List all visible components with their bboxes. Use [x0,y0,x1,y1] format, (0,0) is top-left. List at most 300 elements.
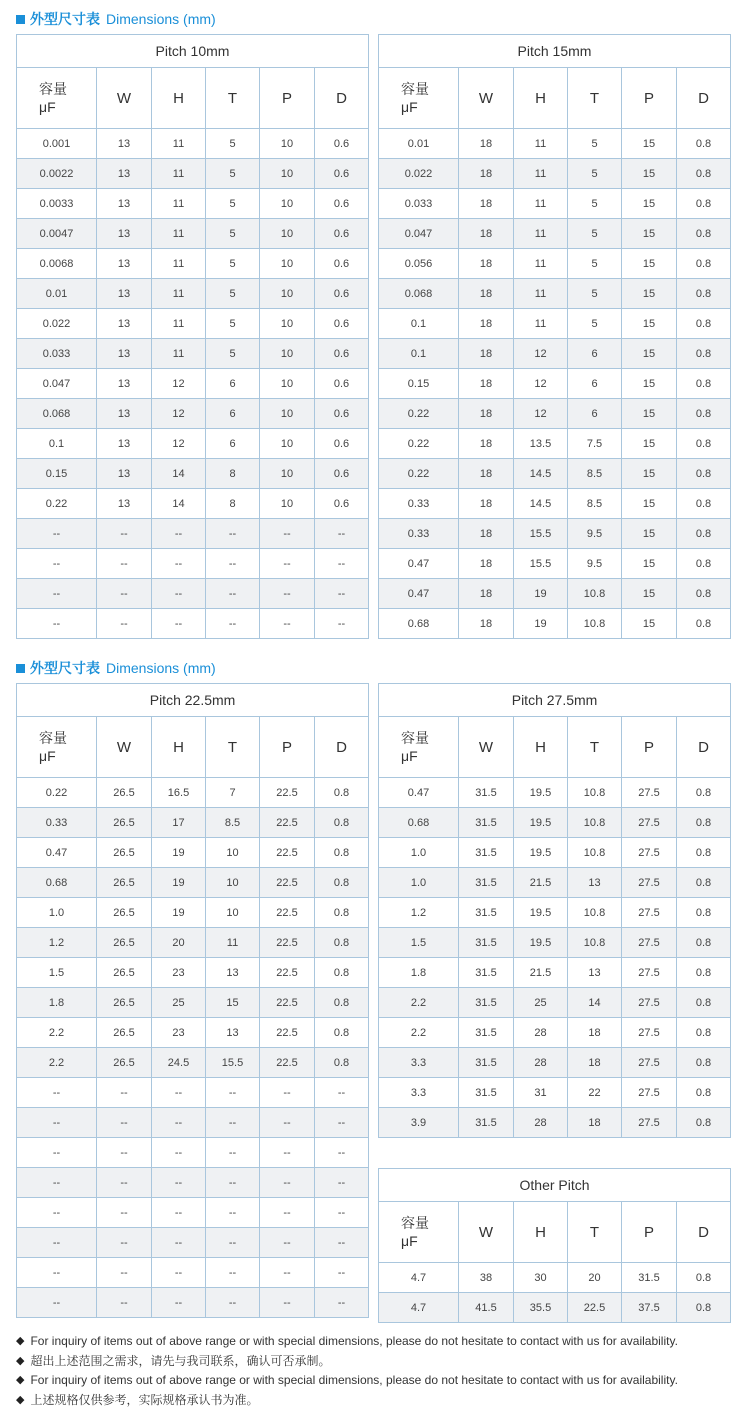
cell-capacitance: -- [17,519,97,549]
cell-w: 31.5 [459,1108,514,1138]
cell-t: 15 [206,988,260,1018]
cell-h: 12 [514,369,568,399]
cell-capacitance: 0.068 [379,279,459,309]
cell-h: -- [152,1288,206,1318]
cell-w: 31.5 [459,898,514,928]
cell-d: 0.8 [677,1293,731,1323]
cell-capacitance: 0.33 [379,489,459,519]
cell-capacitance: 0.1 [17,429,97,459]
cell-h: 19.5 [514,928,568,958]
cell-t: 5 [206,279,260,309]
cell-h: 11 [152,189,206,219]
cell-w: -- [97,1288,152,1318]
cell-t: 18 [568,1048,622,1078]
cell-t: 10.8 [568,928,622,958]
cell-w: 13 [97,309,152,339]
cell-p: 27.5 [622,1108,677,1138]
cell-capacitance: 0.01 [17,279,97,309]
cell-p: 15 [622,129,677,159]
table-pitch-10mm [16,34,369,639]
cell-d: 0.8 [677,399,731,429]
cell-t: 10 [206,838,260,868]
table-pitch-22-5mm [16,683,369,1318]
col-w: W [459,68,514,129]
cell-d: 0.6 [315,489,369,519]
cell-p: 22.5 [260,988,315,1018]
cell-w: 13 [97,369,152,399]
cell-d: 0.6 [315,339,369,369]
cell-w: 31.5 [459,808,514,838]
cell-capacitance: 0.22 [379,459,459,489]
cell-h: 21.5 [514,958,568,988]
cell-p: 10 [260,339,315,369]
table-row [17,958,369,988]
cell-w: -- [97,1138,152,1168]
cell-d: 0.8 [677,489,731,519]
cell-w: 26.5 [97,778,152,808]
cell-p: 22.5 [260,778,315,808]
table-row [379,369,731,399]
cell-h: 17 [152,808,206,838]
cell-capacitance: 0.0022 [17,159,97,189]
cell-h: 11 [152,129,206,159]
table-row [17,838,369,868]
cell-d: 0.8 [677,579,731,609]
cell-w: 26.5 [97,928,152,958]
cell-t: 5 [206,339,260,369]
cell-h: 20 [152,928,206,958]
cell-t: 5 [206,249,260,279]
table-row [379,339,731,369]
cell-capacitance: 0.001 [17,129,97,159]
table-row [379,928,731,958]
note-text: For inquiry of items out of above range or with special dimensions, please do not hesitate to contact with us for availability. [30,1373,678,1387]
table-row [17,129,369,159]
table-row [17,1258,369,1288]
cell-d: -- [315,549,369,579]
col-w: W [459,1202,514,1263]
col-d: D [677,717,731,778]
cell-p: -- [260,1288,315,1318]
note-item [16,1391,736,1411]
cell-d: 0.8 [677,279,731,309]
cell-capacitance: 0.22 [379,399,459,429]
cell-p: 22.5 [260,928,315,958]
cell-h: -- [152,1258,206,1288]
col-p: P [622,717,677,778]
cell-p: -- [260,1228,315,1258]
cell-capacitance: 0.68 [379,808,459,838]
col-d: D [315,717,369,778]
table-row [17,579,369,609]
cell-t: 18 [568,1018,622,1048]
cell-p: 27.5 [622,868,677,898]
table-row [379,808,731,838]
cell-capacitance: 0.0068 [17,249,97,279]
cell-t: -- [206,579,260,609]
cell-t: 15.5 [206,1048,260,1078]
cell-h: 19.5 [514,838,568,868]
cell-p: 10 [260,159,315,189]
cell-d: 0.8 [677,219,731,249]
col-capacitance: 容量 μF [379,68,459,129]
cell-h: 19 [514,609,568,639]
cell-capacitance: 0.0047 [17,219,97,249]
table-title: Other Pitch [379,1169,731,1202]
table-row [17,1168,369,1198]
cell-capacitance: 3.9 [379,1108,459,1138]
note-item [16,1371,736,1391]
cell-h: 11 [514,279,568,309]
cell-p: 22.5 [260,1018,315,1048]
cell-h: -- [152,1078,206,1108]
cell-p: 10 [260,129,315,159]
cell-p: 10 [260,219,315,249]
table-title: Pitch 10mm [17,35,369,68]
col-capacitance: 容量 μF [379,1202,459,1263]
cell-p: 15 [622,339,677,369]
cell-w: 18 [459,309,514,339]
section-title-1 [16,9,216,29]
cell-d: 0.8 [677,519,731,549]
table-row [17,519,369,549]
cell-p: 10 [260,189,315,219]
cell-h: 35.5 [514,1293,568,1323]
cell-p: 27.5 [622,928,677,958]
col-h: H [514,68,568,129]
cell-h: 23 [152,1018,206,1048]
cell-t: 8.5 [568,459,622,489]
cell-p: 15 [622,219,677,249]
cell-h: 28 [514,1108,568,1138]
cell-h: 25 [152,988,206,1018]
cell-capacitance: 0.68 [379,609,459,639]
section-title-cn: 外型尺寸表 [30,660,100,676]
cell-capacitance: -- [17,1168,97,1198]
table-row [17,489,369,519]
table-row [17,1078,369,1108]
cell-p: 22.5 [260,1048,315,1078]
cell-w: -- [97,1228,152,1258]
cell-w: 18 [459,189,514,219]
cell-h: 12 [152,429,206,459]
cell-h: -- [152,1228,206,1258]
col-d: D [677,1202,731,1263]
cell-t: -- [206,1258,260,1288]
col-t: T [206,68,260,129]
cell-p: 31.5 [622,1263,677,1293]
cell-capacitance: 0.47 [17,838,97,868]
table-row [379,549,731,579]
cell-w: 18 [459,279,514,309]
cell-w: 41.5 [459,1293,514,1323]
cell-w: 26.5 [97,808,152,838]
table-row [17,189,369,219]
cell-w: 13 [97,219,152,249]
cell-d: 0.8 [315,1018,369,1048]
table-row [17,369,369,399]
cell-t: -- [206,1288,260,1318]
cell-w: 18 [459,219,514,249]
cell-capacitance: 0.22 [17,489,97,519]
cell-d: -- [315,1228,369,1258]
cell-d: 0.6 [315,129,369,159]
diamond-bullet-icon: ◆ [16,1354,25,1367]
note-item [16,1332,736,1352]
table-row [17,808,369,838]
col-capacitance: 容量 μF [379,717,459,778]
cell-d: 0.8 [677,369,731,399]
cell-p: -- [260,519,315,549]
cell-p: 15 [622,159,677,189]
col-p: P [622,68,677,129]
cell-p: 15 [622,249,677,279]
cell-capacitance: -- [17,1198,97,1228]
col-w: W [97,68,152,129]
table-row [379,489,731,519]
cell-d: 0.8 [677,549,731,579]
cell-h: 12 [514,399,568,429]
cell-capacitance: 0.33 [379,519,459,549]
cell-p: 15 [622,459,677,489]
cell-t: 8 [206,489,260,519]
cell-t: 5 [568,279,622,309]
cell-capacitance: 0.22 [17,778,97,808]
table-row [17,1288,369,1318]
cell-w: 18 [459,159,514,189]
cell-t: 8.5 [206,808,260,838]
cell-d: 0.8 [677,958,731,988]
col-capacitance: 容量 μF [17,717,97,778]
cell-h: -- [152,1168,206,1198]
cell-capacitance: 2.2 [17,1048,97,1078]
cell-t: 6 [568,399,622,429]
col-h: H [152,68,206,129]
cell-w: -- [97,1258,152,1288]
cell-w: 31.5 [459,1048,514,1078]
cell-w: 13 [97,159,152,189]
cell-h: 14.5 [514,489,568,519]
cell-h: 11 [514,309,568,339]
table-row [17,868,369,898]
cell-capacitance: 1.2 [379,898,459,928]
cell-w: 18 [459,399,514,429]
cell-t: 6 [206,429,260,459]
cell-d: 0.8 [677,898,731,928]
cell-d: 0.6 [315,279,369,309]
cell-w: 18 [459,129,514,159]
cell-capacitance: 0.022 [379,159,459,189]
cell-t: 5 [568,129,622,159]
cell-t: 22.5 [568,1293,622,1323]
section-title-en: Dimensions (mm) [106,11,216,27]
table-row [17,928,369,958]
cell-w: 13 [97,129,152,159]
cell-capacitance: 3.3 [379,1048,459,1078]
cell-h: 21.5 [514,868,568,898]
table-title: Pitch 27.5mm [379,684,731,717]
table-row [379,429,731,459]
cell-p: 15 [622,369,677,399]
cell-t: 11 [206,928,260,958]
cell-h: 11 [514,159,568,189]
cell-p: 15 [622,399,677,429]
table-row [17,1138,369,1168]
note-item [16,1352,736,1372]
cell-h: 31 [514,1078,568,1108]
cell-t: -- [206,1168,260,1198]
table-row [17,399,369,429]
cell-d: 0.8 [677,339,731,369]
cell-t: 6 [206,369,260,399]
cell-d: 0.8 [677,1263,731,1293]
cell-h: 11 [514,129,568,159]
note-text: For inquiry of items out of above range or with special dimensions, please do not hesitate to contact with us for availability. [30,1334,678,1348]
cell-t: 5 [206,189,260,219]
cell-p: 15 [622,279,677,309]
col-h: H [514,1202,568,1263]
cell-w: -- [97,1108,152,1138]
cell-d: -- [315,519,369,549]
cell-d: 0.8 [677,1108,731,1138]
cell-p: 15 [622,519,677,549]
table-pitch-15mm [378,34,731,639]
cell-t: 10.8 [568,609,622,639]
col-p: P [260,68,315,129]
cell-d: 0.8 [315,1048,369,1078]
cell-h: 12 [152,399,206,429]
table-title: Pitch 15mm [379,35,731,68]
cell-t: 6 [568,339,622,369]
col-w: W [459,717,514,778]
cell-capacitance: 1.2 [17,928,97,958]
cell-d: -- [315,1198,369,1228]
cell-w: 18 [459,249,514,279]
cell-w: 26.5 [97,838,152,868]
cell-d: -- [315,1078,369,1108]
cell-d: 0.8 [315,898,369,928]
cell-d: -- [315,1288,369,1318]
cell-t: -- [206,1228,260,1258]
cell-p: 22.5 [260,838,315,868]
cell-capacitance: 2.2 [379,1018,459,1048]
col-d: D [677,68,731,129]
cell-w: -- [97,1078,152,1108]
cell-d: -- [315,1138,369,1168]
note-text: 上述规格仅供参考，实际规格承认书为准。 [30,1392,259,1407]
cell-capacitance: 1.8 [379,958,459,988]
cell-p: 15 [622,429,677,459]
cell-p: -- [260,579,315,609]
cell-t: 5 [206,309,260,339]
table-row [17,1198,369,1228]
cell-p: 15 [622,579,677,609]
table-row [379,459,731,489]
table-row [17,609,369,639]
table-row [379,898,731,928]
cell-t: 5 [568,159,622,189]
cell-d: 0.6 [315,159,369,189]
cell-capacitance: -- [17,1228,97,1258]
cell-h: 19 [152,838,206,868]
table-row [17,1048,369,1078]
cell-d: 0.8 [315,958,369,988]
col-h: H [514,717,568,778]
cell-d: -- [315,579,369,609]
table-row [379,219,731,249]
cell-h: 11 [514,249,568,279]
cell-d: 0.8 [315,868,369,898]
cell-h: -- [152,519,206,549]
cell-capacitance: -- [17,1078,97,1108]
col-p: P [622,1202,677,1263]
cell-w: 18 [459,429,514,459]
cell-p: 10 [260,279,315,309]
section-title-2 [16,658,216,678]
cell-d: -- [315,609,369,639]
cell-h: 11 [152,159,206,189]
notes [16,1332,736,1410]
cell-capacitance: -- [17,1288,97,1318]
cell-t: -- [206,519,260,549]
col-capacitance: 容量 μF [17,68,97,129]
cell-t: 6 [206,399,260,429]
table-row [379,1078,731,1108]
cell-h: 15.5 [514,519,568,549]
cell-t: 5 [206,129,260,159]
table-row [379,988,731,1018]
cell-d: 0.8 [677,609,731,639]
cell-d: 0.6 [315,399,369,429]
cell-h: 19.5 [514,898,568,928]
cell-capacitance: -- [17,1138,97,1168]
cell-h: 28 [514,1018,568,1048]
diamond-bullet-icon: ◆ [16,1393,25,1406]
cell-h: 14 [152,459,206,489]
cell-p: 22.5 [260,808,315,838]
cell-d: 0.8 [677,928,731,958]
col-w: W [97,717,152,778]
cell-h: 19.5 [514,808,568,838]
cell-h: -- [152,579,206,609]
cell-h: -- [152,1138,206,1168]
cell-w: 13 [97,489,152,519]
table-row [17,429,369,459]
cell-w: 18 [459,609,514,639]
cell-t: 9.5 [568,549,622,579]
cell-h: 12 [514,339,568,369]
square-bullet-icon [16,664,25,673]
table-row [17,279,369,309]
cell-d: 0.8 [315,808,369,838]
cell-h: -- [152,609,206,639]
cell-h: 15.5 [514,549,568,579]
cell-p: -- [260,1258,315,1288]
cell-t: 8 [206,459,260,489]
cell-t: 13 [206,958,260,988]
cell-h: 19 [152,868,206,898]
table-pitch-27-5mm [378,683,731,1138]
cell-h: 14.5 [514,459,568,489]
col-h: H [152,717,206,778]
cell-t: 10 [206,868,260,898]
cell-d: 0.6 [315,219,369,249]
cell-p: 10 [260,369,315,399]
cell-w: 31.5 [459,1078,514,1108]
table-row [17,459,369,489]
cell-p: 27.5 [622,988,677,1018]
cell-h: 30 [514,1263,568,1293]
